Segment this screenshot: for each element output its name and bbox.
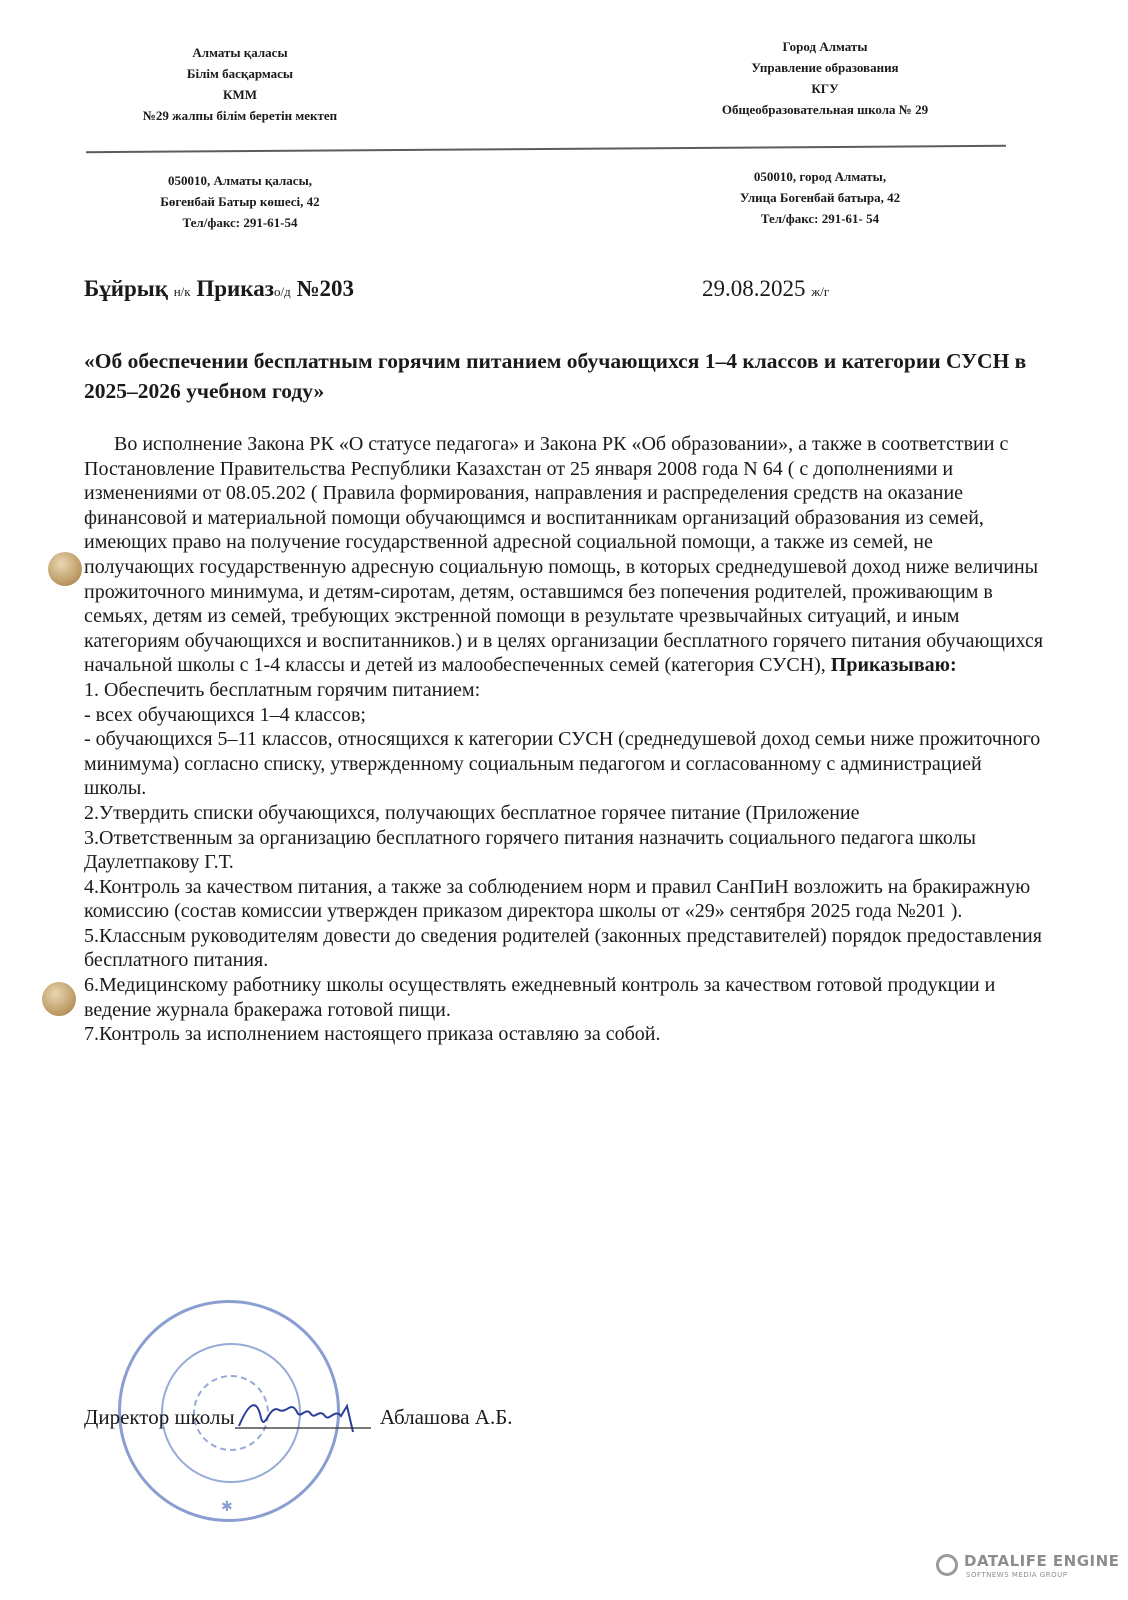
watermark-sub: SOFTNEWS MEDIA GROUP [966, 1571, 1068, 1579]
intro-paragraph [84, 432, 1044, 678]
header-divider [86, 145, 1006, 153]
header-kz-line: Білім басқармасы [186, 66, 294, 81]
order-number: №203 [296, 276, 355, 301]
order-item: 3.Ответственным за организацию бесплатного горячего питания назначить социального педагога школы Даулетпакову Г.Т. [84, 826, 976, 874]
header-kz-line: №29 жалпы білім беретін мектеп [142, 108, 338, 123]
header-ru-line: Город Алматы [782, 39, 868, 54]
address-kz-line: 050010, Алматы қаласы, [168, 173, 312, 188]
order-item: - обучающихся 5–11 классов, относящихся к категории СУСН (среднедушевой доход семьи ниже прожиточного минимума) согласно списку, утвержденному социальным педагогом и согласованному с администрацией школы. [84, 728, 1041, 800]
watermark-name: DATALIFE ENGINE [964, 1552, 1120, 1570]
order-item: 5.Классным руководителям довести до сведения родителей (законных представителей) порядок предоставления бесплатного питания. [84, 924, 1042, 972]
address-ru-line: Тел/факс: 291-61- 54 [760, 211, 880, 226]
order-date-suffix: ж/г [811, 284, 830, 299]
signer-name: Аблашова А.Б. [379, 1405, 513, 1429]
header-kz-line: Алматы қаласы [192, 45, 288, 60]
order-item: 2.Утвердить списки обучающихся, получающих бесплатное горячее питание (Приложение [84, 801, 860, 824]
order-ru-word: Приказ [196, 276, 274, 301]
binder-hole-icon [48, 552, 82, 586]
star-icon: ✱ [221, 1500, 233, 1515]
header-russian [660, 36, 990, 120]
address-russian [690, 166, 950, 229]
order-item: 6.Медицинскому работнику школы осуществлять ежедневный контроль за качеством готовой продукции и ведение журнала бракеража готовой пищи. [84, 974, 996, 1021]
order-item: 4.Контроль за качеством питания, а также за соблюдением норм и правил СанПиН возложить на бракиражную комиссию (состав комиссии утвержден приказом директора школы от «29» сентября 2025 года №201 ). [84, 875, 1031, 923]
address-kz-line: Тел/факс: 291-61-54 [182, 215, 298, 230]
document-title: «Об обеспечении бесплатным горячим питанием обучающихся 1–4 классов и категории СУСН в 2025–2026 учебном году» [84, 349, 1027, 403]
header-ru-line: Общеобразовательная школа № 29 [721, 102, 929, 117]
header-ru-line: КГУ [811, 81, 839, 96]
address-ru-line: 050010, город Алматы, [753, 169, 887, 184]
address-kazakh [110, 170, 370, 233]
signer-position: Директор школы [84, 1405, 235, 1429]
order-kz-abbr: н/к [173, 284, 191, 299]
header-kz-line: КММ [223, 87, 257, 102]
signature-icon [235, 1404, 375, 1430]
order-number-line [84, 276, 354, 302]
address-kz-line: Бөгенбай Батыр көшесі, 42 [160, 194, 320, 209]
address-ru-line: Улица Богенбай батыра, 42 [739, 190, 901, 205]
order-item: 7.Контроль за исполнением настоящего приказа оставляю за собой. [84, 1023, 661, 1046]
order-date-line [702, 276, 829, 302]
order-item: - всех обучающихся 1–4 классов; [84, 703, 366, 726]
intro-text: Во исполнение Закона РК «О статусе педагога» и Закона РК «Об образовании», а также в соответствии с Постановление Правительства Республики Казахстан от 25 января 2008 года N 64 ( с дополнениями и изменениями от 08.05.202 ( Правила формирования, направления и распределения средств на оказание финансовой и материальной помощи обучающимся и воспитанникам организаций образования из семей, имеющих право на получение государственной адресной социальной помощи, а также из семей, не получающих государственную адресную социальную помощь, в которых среднедушевой доход ниже величины прожиточного минимума, и детям-сиротам, детям, оставшимся без попечения родителей, проживающим в семьях, детям из семей, требующих экстренной помощи в результате чрезвычайных ситуаций, и иным категориям обучающихся и воспитанников.) и в целях организации бесплатного горячего питания обучающихся начальной школы с 1-4 классы и детей из малообеспеченных семей (категория СУСН), [84, 433, 1044, 677]
order-kz-word: Бұйрық [84, 276, 168, 301]
datalife-logo-icon [936, 1554, 958, 1576]
order-directive: Приказываю: [830, 654, 957, 677]
binder-hole-icon [42, 982, 76, 1016]
order-item: 1. Обеспечить бесплатным горячим питанием: [84, 678, 481, 701]
signature-line [84, 1404, 513, 1430]
order-date: 29.08.2025 [702, 276, 806, 301]
document-body [84, 432, 1044, 1047]
header-ru-line: Управление образования [751, 60, 899, 75]
order-ru-abbr: о/д [273, 284, 291, 299]
header-kazakh [90, 42, 390, 126]
